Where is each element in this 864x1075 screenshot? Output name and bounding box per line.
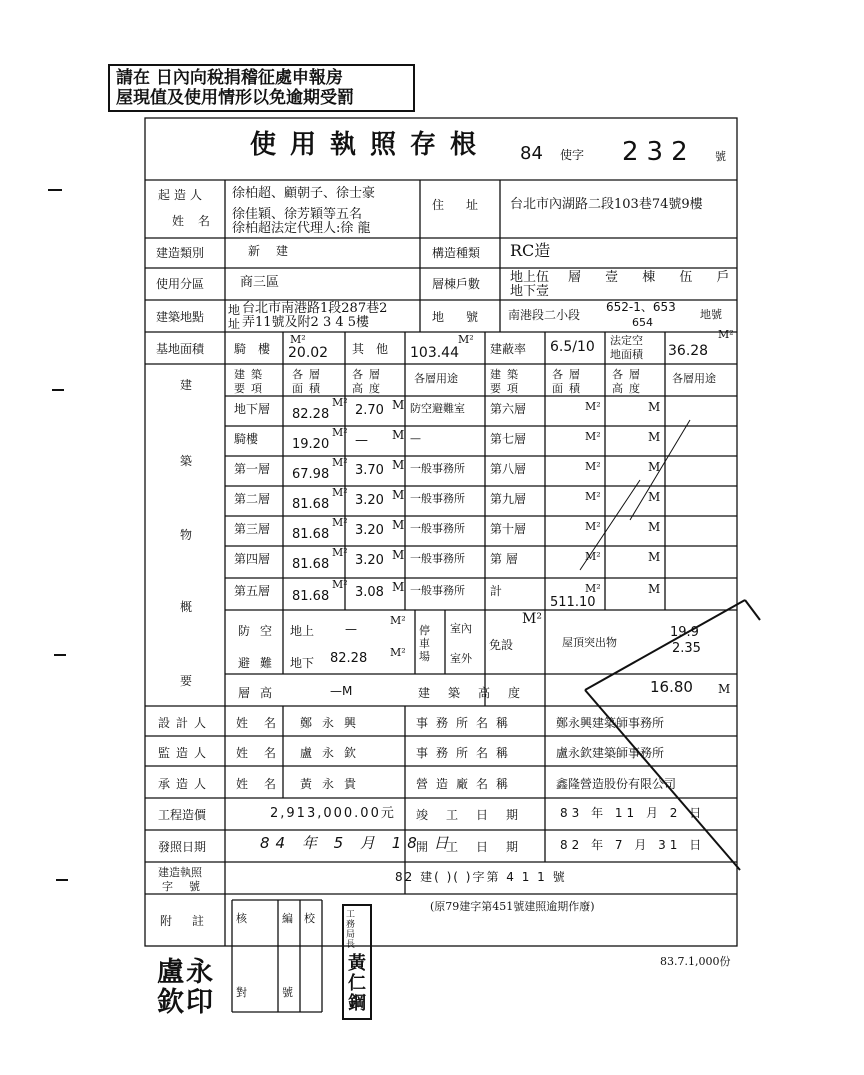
floor-height-unit-right: M: [648, 400, 661, 414]
floor-height-value: —M: [330, 684, 353, 698]
floor-use: —: [410, 432, 421, 445]
site-line-1: 台北市南港路1段287巷2: [242, 301, 388, 316]
floor-area-unit-right: M²: [585, 490, 601, 503]
builder-name-label: 姓名: [172, 214, 225, 228]
floor-item: 第一層: [234, 462, 271, 476]
floor-height-unit-right: M: [648, 490, 661, 504]
floor-item-right: 第 層: [490, 552, 518, 566]
floor-height: 2.70: [355, 403, 384, 418]
remarks-label: 附註: [160, 914, 225, 928]
supervisor-label: 監造人: [158, 746, 213, 760]
contractor-name: 黃永貴: [300, 777, 367, 791]
header-item-left: 建築要項: [234, 368, 268, 395]
roof-value-1: 19.9: [670, 625, 699, 640]
builder-names-3: 徐柏超法定代理人:徐 龍: [232, 221, 371, 236]
shelter-above-value: —: [345, 622, 357, 636]
header-use-left: 各層用途: [414, 372, 458, 385]
stamp-pair-label: 對: [236, 986, 247, 999]
building-type-value: 新建: [248, 244, 305, 258]
floor-item-right: 計: [490, 584, 503, 598]
coverage-value: 6.5/10: [550, 339, 595, 355]
floor-use: 一般事務所: [410, 552, 465, 565]
header-area-right: 各層面積: [552, 368, 586, 395]
stamp-number-label: 號: [282, 986, 293, 999]
shelter-below-unit: M²: [390, 646, 406, 659]
floor-area-unit-right: M²: [585, 430, 601, 443]
floor-area: 81.68: [292, 557, 330, 572]
tax-notice-line1: 請在 日內向稅捐稽征處申報房: [116, 68, 343, 88]
floor-area-unit: M²: [332, 546, 348, 559]
structure-value: RC造: [510, 241, 551, 260]
side-label-1: 建: [180, 378, 193, 392]
floor-height-unit: M: [392, 428, 405, 442]
open-area-label-1: 法定空: [610, 334, 643, 347]
floor-height-unit: M: [392, 580, 405, 594]
floors-label: 層棟戶數: [432, 277, 481, 291]
start-value: 82 年 7 月 31 日: [560, 838, 706, 852]
floor-use: 一般事務所: [410, 522, 465, 535]
parking-indoor: 室內: [450, 622, 472, 635]
floor-area-unit: M²: [332, 396, 348, 409]
designer-office: 鄭永興建築師事務所: [556, 716, 665, 730]
floor-height: 3.20: [355, 493, 384, 508]
permit-suffix: 號: [715, 150, 726, 163]
floor-use: 一般事務所: [410, 584, 465, 597]
building-height-label: 建築高度: [418, 686, 539, 700]
tax-notice-line2: 屋現值及使用情形以免逾期受罰: [116, 88, 354, 108]
print-run: 83.7.1,000份: [660, 955, 731, 968]
building-height-value: 16.80: [650, 678, 693, 696]
floor-item: 第二層: [234, 492, 271, 506]
floor-area-unit-right: M²: [585, 520, 601, 533]
attic-value: 20.02: [288, 345, 329, 361]
site-prefix-1: 地: [228, 303, 241, 317]
floor-use: 一般事務所: [410, 462, 465, 475]
shelter-label-1: 防空: [238, 624, 283, 638]
roof-label: 屋頂突出物: [562, 636, 617, 649]
floor-height-unit-right: M: [648, 582, 661, 596]
floor-item: 騎樓: [234, 432, 259, 446]
total-area-unit: M²: [522, 611, 542, 627]
roof-value-2: 2.35: [672, 641, 701, 656]
contractor-office-label: 營造廠名稱: [416, 777, 517, 791]
builder-label: 起造人: [158, 188, 207, 202]
structure-label: 構造種類: [432, 246, 481, 260]
floor-area: 82.28: [292, 407, 330, 422]
open-area-label-2: 地面積: [610, 348, 643, 361]
building-type-label: 建造類別: [156, 246, 205, 260]
permit-number: 232: [622, 137, 696, 167]
issue-label: 發照日期: [158, 840, 207, 854]
permit-label-1: 建造執照: [158, 866, 202, 879]
builder-names-1: 徐柏超、顧朝子、徐士豪: [232, 186, 376, 201]
total-area: 511.10: [550, 595, 596, 610]
floor-item: 第四層: [234, 552, 271, 566]
floor-item: 第三層: [234, 522, 271, 536]
address-value: 台北市內湖路二段103巷74號9樓: [510, 197, 703, 212]
floors-above: 地上伍: [510, 270, 550, 285]
floor-area: 81.68: [292, 527, 330, 542]
other-value: 103.44: [410, 345, 459, 361]
floor-area-unit-right: M²: [585, 550, 601, 563]
building-height-unit: M: [718, 682, 731, 696]
start-label: 開工日期: [416, 840, 537, 854]
lot-number-2: 654: [632, 316, 653, 329]
permit-label-2: 字號: [162, 880, 216, 893]
cost-label: 工程造價: [158, 808, 207, 822]
floor-item-right: 第八層: [490, 462, 527, 476]
zoning-value: 商三區: [240, 275, 280, 290]
floor-height-unit: M: [392, 488, 405, 502]
floor-height-unit: M: [392, 518, 405, 532]
floor-item-right: 第九層: [490, 492, 527, 506]
other-label: 其他: [352, 342, 401, 356]
side-label-3: 物: [180, 528, 193, 542]
side-label-2: 築: [180, 454, 193, 468]
floors-below: 地下壹: [510, 284, 550, 299]
floor-height: 3.08: [355, 585, 384, 600]
completion-label: 竣工日期: [416, 808, 537, 822]
base-area-label: 基地面積: [156, 342, 205, 356]
floor-area-unit-right: M²: [585, 582, 601, 595]
contractor-label: 承造人: [158, 777, 213, 791]
open-area-unit: M²: [718, 328, 734, 341]
supervisor-office: 盧永欽建築師事務所: [556, 746, 665, 760]
parking-exempt: 免設: [489, 638, 514, 652]
floor-height-label: 層高: [238, 686, 283, 700]
chief-stamp: [342, 904, 372, 1020]
floor-use: 一般事務所: [410, 492, 465, 505]
issue-value: 84 年 5 月 18 日: [260, 834, 455, 852]
lot-section: 南港段二小段: [508, 308, 581, 322]
floor-area: 81.68: [292, 497, 330, 512]
stamp-edit-label: 編: [282, 912, 293, 925]
designer-office-label: 事務所名稱: [416, 716, 517, 730]
floor-area-unit-right: M²: [585, 460, 601, 473]
shelter-above-unit: M²: [390, 614, 406, 627]
permit-year: 84: [520, 143, 543, 164]
other-unit: M²: [458, 333, 474, 346]
site-prefix-2: 址: [228, 317, 241, 331]
floor-area-unit: M²: [332, 578, 348, 591]
attic-unit: M²: [290, 333, 306, 346]
shelter-below-value: 82.28: [330, 651, 368, 666]
chief-stamp-title: 工務局長: [346, 910, 356, 950]
permit-prefix: 使字: [560, 148, 585, 162]
floor-area-unit: M²: [332, 516, 348, 529]
floor-item-right: 第七層: [490, 432, 527, 446]
floor-height-unit-right: M: [648, 430, 661, 444]
designer-name-label: 姓名: [236, 716, 293, 730]
architect-seal: [155, 958, 221, 1020]
designer-name: 鄭永興: [300, 716, 367, 730]
floors-above-units: 層 壹 棟 伍 戶: [568, 270, 740, 285]
zoning-label: 使用分區: [156, 277, 205, 291]
seal-text: 盧永欽印: [157, 957, 215, 1018]
site-line-2: 弄11號及附2 3 4 5樓: [242, 315, 370, 330]
floor-height-unit: M: [392, 458, 405, 472]
floor-use: 防空避難室: [410, 402, 465, 415]
shelter-label-2: 避難: [238, 656, 283, 670]
floor-area: 19.20: [292, 437, 330, 452]
lot-suffix: 地號: [700, 308, 722, 321]
contractor-name-label: 姓名: [236, 777, 293, 791]
address-label: 住址: [432, 198, 501, 212]
remarks-note: (原79建字第451號建照逾期作廢): [430, 900, 595, 913]
lot-label: 地號: [432, 310, 501, 324]
floor-height-unit-right: M: [648, 460, 661, 474]
designer-label: 設計人: [158, 716, 213, 730]
floor-height: —: [355, 433, 368, 448]
floor-height: 3.70: [355, 463, 384, 478]
floor-area-unit: M²: [332, 456, 348, 469]
floor-height-unit: M: [392, 398, 405, 412]
floor-item: 第五層: [234, 584, 271, 598]
floor-height: 3.20: [355, 523, 384, 538]
side-label-4: 概: [180, 600, 193, 614]
shelter-below-label: 地下: [290, 656, 315, 670]
floor-height: 3.20: [355, 553, 384, 568]
floor-height-unit-right: M: [648, 520, 661, 534]
floor-height-unit: M: [392, 548, 405, 562]
floor-height-unit-right: M: [648, 550, 661, 564]
builder-names-2: 徐佳穎、徐芳穎等五名: [232, 207, 363, 222]
stamp-verify-label: 校: [304, 912, 315, 925]
open-area-value: 36.28: [668, 343, 709, 359]
permit-ref: 82 建( )( )字第 4 1 1 號: [395, 870, 567, 884]
supervisor-name-label: 姓名: [236, 746, 293, 760]
tax-notice: [108, 64, 415, 112]
floor-area: 67.98: [292, 467, 330, 482]
attic-label: 騎樓: [234, 342, 283, 356]
parking-outdoor: 室外: [450, 652, 472, 665]
floor-item-right: 第十層: [490, 522, 527, 536]
floor-item: 地下層: [234, 402, 271, 416]
stamp-check-label: 核: [236, 912, 247, 925]
header-area-left: 各層面積: [292, 368, 326, 395]
form-title: 使用執照存根: [250, 130, 491, 160]
floor-area: 81.68: [292, 589, 330, 604]
floor-item-right: 第六層: [490, 402, 527, 416]
side-label-5: 要: [180, 674, 193, 688]
chief-stamp-name: 黃仁鋼: [348, 953, 366, 1014]
floor-area-unit: M²: [332, 426, 348, 439]
header-use-right: 各層用途: [672, 372, 716, 385]
site-label: 建築地點: [156, 310, 205, 324]
header-height-left: 各層高度: [352, 368, 386, 395]
cost-value: 2,913,000.00元: [270, 806, 396, 821]
lot-number: 652-1、653: [606, 300, 676, 314]
floor-area-unit-right: M²: [585, 400, 601, 413]
completion-value: 83 年 11 月 2 日: [560, 806, 706, 820]
parking-label: 停車場: [419, 624, 430, 663]
supervisor-name: 盧永欽: [300, 746, 367, 760]
coverage-label: 建蔽率: [490, 342, 527, 356]
contractor-office: 鑫隆營造股份有限公司: [556, 777, 677, 791]
header-height-right: 各層高度: [612, 368, 646, 395]
floor-area-unit: M²: [332, 486, 348, 499]
supervisor-office-label: 事務所名稱: [416, 746, 517, 760]
header-item-right: 建築要項: [490, 368, 524, 395]
shelter-above-label: 地上: [290, 624, 315, 638]
